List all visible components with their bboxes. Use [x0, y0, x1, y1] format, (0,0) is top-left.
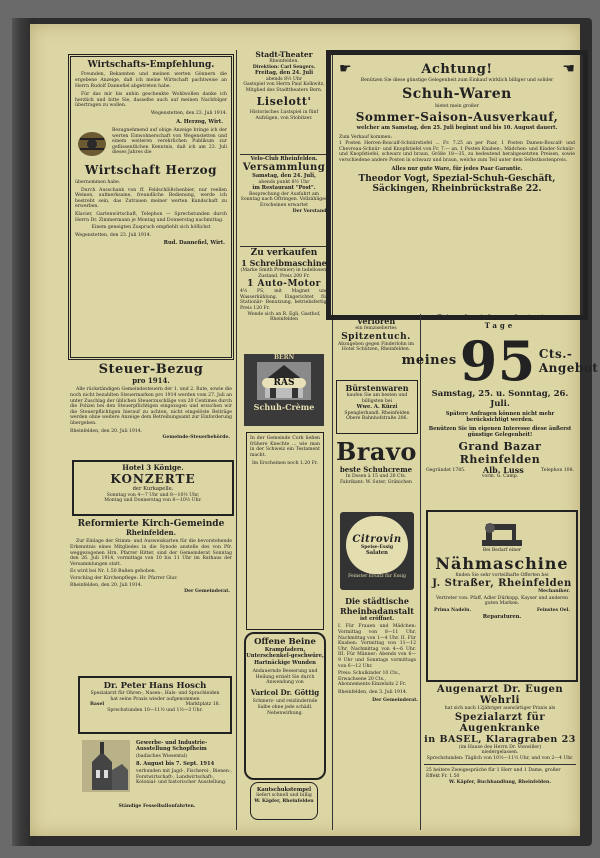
verloren-line: ein feinziseliertes	[355, 326, 397, 331]
divider	[240, 154, 328, 155]
hosch-addr: Marktplatz 18.	[185, 702, 220, 708]
naeh-trade: Mechaniker.	[538, 589, 570, 595]
ad-gewerbe	[82, 736, 232, 820]
gewerbe-text: verbunden mit Jagd-, Fischerei-, Bienen-, Forstwirtschaft-, Landwirtschaft-, Kolonial- und historischer Ausstellung.	[136, 769, 232, 786]
theater-date: Freitag, den 24. Juli	[254, 70, 314, 77]
wirtschaft-text6: Klavier, Gartenwirtschaft, Telephon — Sprechstunden durch Herrn Dr. Zimmermann je Montag und Donnerstag nachmittag.	[75, 211, 227, 223]
offene-foot: Schmerz- und reizlindernde Salbe ohne jede schädl. Nebenwirkung.	[252, 699, 318, 716]
bad-text2: Preis: Schulkinder 10 Cts., Erwachsene 20 Cts., Abonnements-Einzelsitz 2 Fr.	[338, 671, 407, 688]
tage-pre: Die beiden letzten Tage	[437, 313, 563, 331]
verkaufen-text3: Wende sich an R. Egli, Gasthof, Rheinfelden	[247, 311, 321, 323]
citrovin-foot: Feinster Ersatz für Essig	[348, 574, 406, 579]
achtung-shop: Theodor Vogt, Spezial-Schuh-Geschäft,	[358, 173, 556, 184]
divider	[424, 764, 576, 765]
achtung-guarantee: Alles nur gute Ware, für jedes Paar Garantie.	[391, 165, 523, 172]
achtung-intro: Zum Verkauf kommen:	[339, 134, 392, 140]
theater-title: Stadt-Theater	[255, 50, 313, 59]
gewerbe-sub: (badisches Wiesental)	[136, 754, 188, 759]
wirtschaft-text2: Für das mir bis anhin geschenkte Wohlwollen danke ich herzlich und bitte Sie, dasselbe auch auf meinen Nachfolger übertragen zu wollen.	[75, 92, 227, 109]
wirtschaft-text1: Freunden, Bekannten und meinen werten Gönnern die ergebene Anzeige, daß ich meine Wirtschaft pachtweise an Herrn Rudolf Dannefiel abgetreten habe.	[75, 72, 227, 89]
bad-state: ist eröffnet.	[359, 616, 395, 622]
wehrli-foot: 25 heitere Zweigespräche für 1 Herr und 1 Dame, großer Effekt Fr. 1.50	[426, 768, 561, 779]
naeh-needle: Prima Nadeln.	[434, 607, 472, 613]
tage-bazar: Grand Bazar Rheinfelden	[458, 440, 542, 467]
ad-wehrli	[424, 684, 576, 828]
sewing-machine-illustration	[480, 518, 524, 548]
naeh-title: Nähmaschine	[435, 553, 569, 573]
verkaufen-text1: (Marke Smith Premier) in tadellosem Zustand. Preis 200 Fr.	[240, 268, 328, 279]
ad-wirtschaft	[68, 54, 234, 360]
offene-text: Andauernde Besserung und Heilung erzielt Sie durch Anwendung von	[252, 669, 318, 686]
tage-meines: meines	[401, 353, 457, 369]
gewerbe-title: Gewerbe- und Industrie-Ausstellung Schopfheim	[136, 740, 208, 753]
tage-unit: Cts.-	[538, 346, 573, 361]
wehrli-hours: Sprechstunden: Täglich von 10½—11½ Uhr, und von 2—4 Uhr.	[426, 755, 574, 761]
verloren-text: Abzugeben gegen Finderlohn im Hotel Schützen, Rheinfelden.	[337, 341, 415, 353]
velo-club: Velo-Club Rheinfelden.	[250, 156, 318, 162]
hosch-line2: hat seine Praxis wieder aufgenommen	[110, 696, 200, 702]
ad-hotel-konzerte	[72, 460, 234, 516]
wirtschaft-text7: Einem geneigten Zuspruch empfiehlt sich höflichst	[91, 225, 211, 231]
verkaufen-item2: 1 Auto-Motor	[247, 279, 321, 290]
wirtschaft-title: Wirtschafts-Empfehlung.	[87, 60, 215, 70]
ad-velo-club	[240, 156, 328, 244]
naeh-pre: Bei Bedarf einer	[482, 548, 522, 553]
ad-bravo	[336, 438, 416, 508]
citrovin-brand: Citrovin	[352, 533, 402, 545]
achtung-sale: Sommer-Saison-Ausverkauf,	[355, 110, 559, 125]
hosch-hours: Sprechstunden 10—11½ und 1½—3 Uhr.	[107, 707, 203, 713]
kirch-sign: Der Gemeinderat.	[184, 589, 230, 595]
ad-stadt-theater	[240, 50, 328, 152]
hotel-line2: Montag und Donnerstag von 8—10½ Uhr.	[104, 498, 202, 504]
citrovin-sub: Speise-Essig	[360, 544, 394, 550]
bad-title: Die städtische Rheinbadanstalt	[340, 596, 414, 616]
offene-line1: Krampfadern, Unterschenkel-geschwüre,	[246, 647, 324, 660]
hosch-city: Basel	[90, 702, 105, 708]
hotel-name: Hotel 3 Könige.	[122, 463, 184, 472]
church-illustration	[82, 740, 130, 792]
tage-offer: Angebot	[538, 360, 599, 375]
pointing-hand-right-icon: ☚	[562, 61, 575, 77]
theater-dir: Direktion: Carl Sengers.	[252, 64, 316, 70]
velo-place: im Restaurant "Post".	[252, 185, 316, 192]
citrovin-salad: Salaten	[366, 550, 388, 557]
wirtschaft-sign2: Rud. Dannefiel, Wirt.	[163, 240, 225, 247]
offene-brand: Varicol Dr. Göttig	[250, 688, 320, 697]
wehrli-sub: niedergelassen.	[481, 750, 519, 756]
naeh-rep: Vertreter von: Pfaff, Adler Dürkopp, Kayser und anderen guten Marken.	[435, 595, 568, 607]
verkaufen-title: Zu verkaufen	[250, 248, 318, 258]
buersten-text: kaufen Sie am besten und billigsten bei	[346, 393, 408, 404]
wehrli-house: (im Hause des Herrn Dr. Vonwiller)	[458, 744, 542, 750]
velo-text: Besprechung der Ausfahrt am Sonntag nach Oftringen. Vollzähliges Erscheinen erwartet	[240, 191, 328, 208]
theater-genre: Historisches Lustspiel in fünf Aufzügen, von Stobitzer.	[249, 110, 319, 121]
wehrli-spec: Spezialarzt für Augenkranke	[454, 711, 546, 734]
wehrli-text: hat sich nach 12jähriger auswärtiger Praxis als	[444, 706, 556, 711]
newspaper-page	[30, 24, 599, 836]
hotel-konzerte-title: KONZERTE	[110, 472, 196, 487]
ad-offene-beine	[244, 632, 326, 780]
divider	[240, 246, 328, 247]
bravo-maker: Fabrikant: W. Suter, Gränichen	[340, 480, 412, 485]
velo-time: abends punkt 8½ Uhr	[258, 179, 310, 185]
achtung-list: 1 Posten Herren-Boxcalf-Schnürstiefel ... Fr. 7.25 an per Paar, 1 Posten Damen-Boxcalf- und Chevreau-Schnür- und Knopfstiefel von Fr. 7.— an, 1 Posten Knaben-, Mädchen- und Kinder-Schnür- und Knopfstiefel, schwarz und braun, Größe 18—35, zu bedeutend herabgesetzten Preisen, sowie verschiedene andere Posten in schwarz und braun, welche zum Teil unter dem Selbstkostenpreis.	[339, 141, 575, 163]
steuer-date: Rheinfelden, den 20. Juli 1914.	[70, 428, 143, 434]
ad-kautschukstempel	[250, 782, 318, 820]
ad-achtung-schuhwaren	[326, 50, 588, 320]
naeh-oil: Feinstes Oel.	[536, 607, 570, 613]
ad-citrovin	[340, 512, 414, 590]
steuer-title: Steuer-Bezug	[98, 362, 204, 377]
column-divider-1	[236, 50, 237, 830]
velo-sign: Der Vorstand.	[292, 208, 328, 214]
bern-product: Schuh-Crème	[253, 402, 315, 412]
theater-play: Liselott'	[256, 95, 312, 109]
theater-time: abends 8½ Uhr	[266, 76, 302, 82]
achtung-title: Achtung!	[421, 61, 493, 77]
bern-label: BERN	[273, 354, 295, 361]
wirtschaft-date1: Wegenstetten, den 23. Juli 1914.	[150, 110, 227, 116]
verloren-title: Verloren	[356, 316, 396, 326]
gewerbe-date: 8. August bis 7. Sept. 1914	[136, 761, 215, 767]
tage-founded: Gegründet 1785.	[426, 468, 466, 474]
tage-note: Spätere Anfragen können nicht mehr berücksichtigt werden.	[445, 410, 555, 424]
tage-tip: Benützen Sie im eigenen Interesse diese äußerst günstige Gelegenheit!	[428, 425, 572, 439]
offene-title: Offene Beine	[254, 637, 316, 647]
wirtschaft-date2: Wegenstetten, den 23. Juli 1914.	[75, 232, 152, 238]
gewerbe-foot: Ständige Fesselballonfahrten.	[118, 804, 196, 809]
wirtschaft-text3: Bezugnehmend auf obige Anzeige bringe ich der werten Einwohnerschaft von Wegenstetten und einem weiteren verehrlichen Publikum zur geflissentlichen Kenntnis, daß ich am 23. Juli dieses Jahres die	[112, 127, 227, 156]
steuer-sub: pro 1914.	[132, 376, 170, 385]
tage-price: 95	[459, 328, 536, 393]
achtung-period: welcher am Samstag, den 25. Juli beginnt und bis 10. August dauert.	[356, 125, 558, 132]
bad-sign: Der Gemeinderat.	[372, 697, 418, 703]
buersten-place: Spenglerhandl. Rheinfelden Obere Bahnhofstraße 206.	[344, 410, 410, 422]
velo-date: Samstag, den 24. Juli,	[252, 173, 316, 180]
hotel-line1: Sonntag von 4—7 Uhr und 8—10½ Uhr,	[106, 492, 200, 498]
steuer-text: Alle rückständigen Gemeindesteuern der 1. und 2. Rate, sowie die noch nicht bezahlten Steuermarken pro 1914 werden vom 27. Juli an unter Zuschlag der üblichen Steuerzuschläge von 20 Centimes durch die Polizei bei den Steuerpflichtigen eingezogen und ersuchen wir die Steuerpflichtigen hierauf zu achten, nicht eingelöste Beiträge werden ohne weitere Anzeige dem Betreibungsamt zur Einforderung übergeben.	[70, 387, 232, 426]
kirch-text3: Vorschlag der Kirchenpflege: Hr. Pfarrer Glur.	[70, 575, 178, 581]
ad-rheinbad	[336, 596, 418, 826]
kautschuk-sub: liefert schnell und billig	[256, 793, 312, 799]
wirtschaft-heading: Wirtschaft Herzog	[84, 162, 218, 177]
bern-logo: RAS	[262, 378, 306, 388]
barrel-illustration	[75, 128, 109, 160]
tage-when: Samstag, 25. u. Sonntag, 26. Juli.	[431, 388, 569, 409]
kirch-place: Rheinfelden.	[125, 528, 177, 537]
wirtschaft-sign1: A. Herzog, Wirt.	[176, 118, 223, 125]
ad-kirchgemeinde	[68, 519, 234, 669]
bravo-text: In Dosen à 15 und 20 Cts.	[345, 474, 407, 480]
kirch-text2: Es wird bei Nr. 1.50 Bußen gehoben.	[70, 569, 157, 575]
kautschuk-maker: W. Käpfer, Rheinfelden	[254, 799, 314, 804]
naeh-repair: Reparaturen.	[482, 613, 522, 620]
cork-text: In der Gemeinde Cork ließen frühere Knechte ... wie man in der Schweiz ein Testament macht.	[250, 436, 320, 458]
ad-testament	[246, 432, 324, 630]
tage-tel: Telephon 108.	[541, 468, 574, 474]
achtung-heading: Schuh-Waren	[402, 85, 512, 102]
achtung-sub: Benützen Sie diese günstige Gelegenheit zum Einkauf wirklich billiger und solider	[360, 78, 554, 83]
hosch-line1: Spezialarzt für Ohren-, Nasen-, Hals- und Sprachleiden	[90, 691, 220, 696]
theater-guest: Gastspiel von Herrn Paul Kolkwitz, Mitglied des Stadttheaters Bern.	[243, 82, 325, 93]
cork-sub: Im Erscheinen noch 1.20 Fr.	[251, 461, 319, 467]
velo-title: Versammlung	[242, 162, 326, 174]
buersten-title: Bürstenwaren	[345, 383, 409, 393]
wehrli-shop: W. Käpfer, Buchhandlung, Rheinfelden.	[449, 779, 551, 785]
wirtschaft-text4: übernommen habe.	[75, 179, 121, 185]
column-divider-3	[420, 314, 421, 830]
kautschuk-title: Kautschukstempel	[256, 787, 312, 793]
tage-former: vorm. G. Camp.	[481, 474, 519, 480]
ad-naehmaschine	[426, 510, 578, 682]
ad-steuer	[68, 362, 234, 456]
kirch-date: Rheinfelden, den 20. Juli 1914.	[70, 582, 143, 588]
steuer-sign: Gemeinde-Steuerbehörde.	[162, 435, 230, 441]
verkaufen-item1: 1 Schreibmaschine	[241, 258, 327, 268]
kirch-title: Reformierte Kirch-Gemeinde	[77, 519, 225, 529]
buersten-name: Wwe. A. Kürzi	[356, 404, 398, 411]
ad-95-cts	[401, 313, 599, 504]
hosch-name: Dr. Peter Hans Hosch	[103, 681, 207, 691]
bad-date: Rheinfelden, den 3. Juli 1914.	[338, 689, 408, 695]
wehrli-city: in BASEL, Klaragraben 23	[424, 733, 576, 745]
naeh-shop: J. Straßer, Rheinfelden	[432, 578, 572, 590]
offene-line2: Hartnäckige Wunden	[254, 659, 316, 666]
wehrli-title: Augenarzt Dr. Eugen Wehrli	[436, 684, 564, 706]
verkaufen-text2: 4½ PS, mit Magnet und Wasserkühlung. Eingerichtet für Stationär- Benutzung, betriebsfertig. Preis 120 Fr.	[240, 289, 328, 311]
theater-place: Rheinfelden.	[269, 59, 299, 64]
wirtschaft-text5: Durch Ausschank von ff. Feldschlößchenbier, nur reellen Weinen, aufmerksame, freundliche Bedienung, werde ich bestrebt sein, das Zutrauen meiner werten Kundschaft zu erwerben.	[75, 187, 227, 210]
ad-bern-schuhcreme	[244, 354, 324, 426]
hotel-sub: der Kurkapelle.	[132, 486, 174, 493]
naeh-text: finden Sie sehr vorteilhafte Offerten bei	[455, 572, 549, 578]
bravo-title: Bravo	[336, 437, 417, 466]
tage-owner: Alb. Luss	[482, 465, 524, 476]
bad-text: I. Für Frauen und Mädchen: Vormittag von 8—11 Uhr, Nachmittag von 1—4 Uhr. II. Für Knaben: Vormittag von 11—12 Uhr, Nachmittag von 4—6 Uhr. III. Für Männer: Abends von 6—9 Uhr und Sonntags vormittags von 6—12 Uhr.	[338, 624, 416, 669]
achtung-offer: bietet mein großer	[435, 103, 479, 109]
achtung-addr: Säckingen, Rheinbrückstraße 22.	[372, 183, 542, 194]
ad-hosch	[78, 676, 232, 734]
bravo-sub: beste Schuhcreme	[339, 465, 413, 474]
verloren-item: Spitzentuch.	[341, 331, 411, 342]
ad-zu-verkaufen	[240, 248, 328, 348]
kirch-text: Zur Einlage der Stimm- und Ausweiskarten für die bevorstehende Erkenntnis eines Mitgliedes in die Synode anstelle des von Pfr. weggezogenen Hrn. Pfarrer Ritter, sind der Gemeinderat Sonntag den 26. Juli 1914, vormittags von 10 bis 11 Uhr im Rathaus der Versammlungen statt.	[70, 539, 232, 567]
pointing-hand-left-icon: ☛	[339, 61, 352, 77]
ad-buerstenwaren	[336, 380, 418, 434]
